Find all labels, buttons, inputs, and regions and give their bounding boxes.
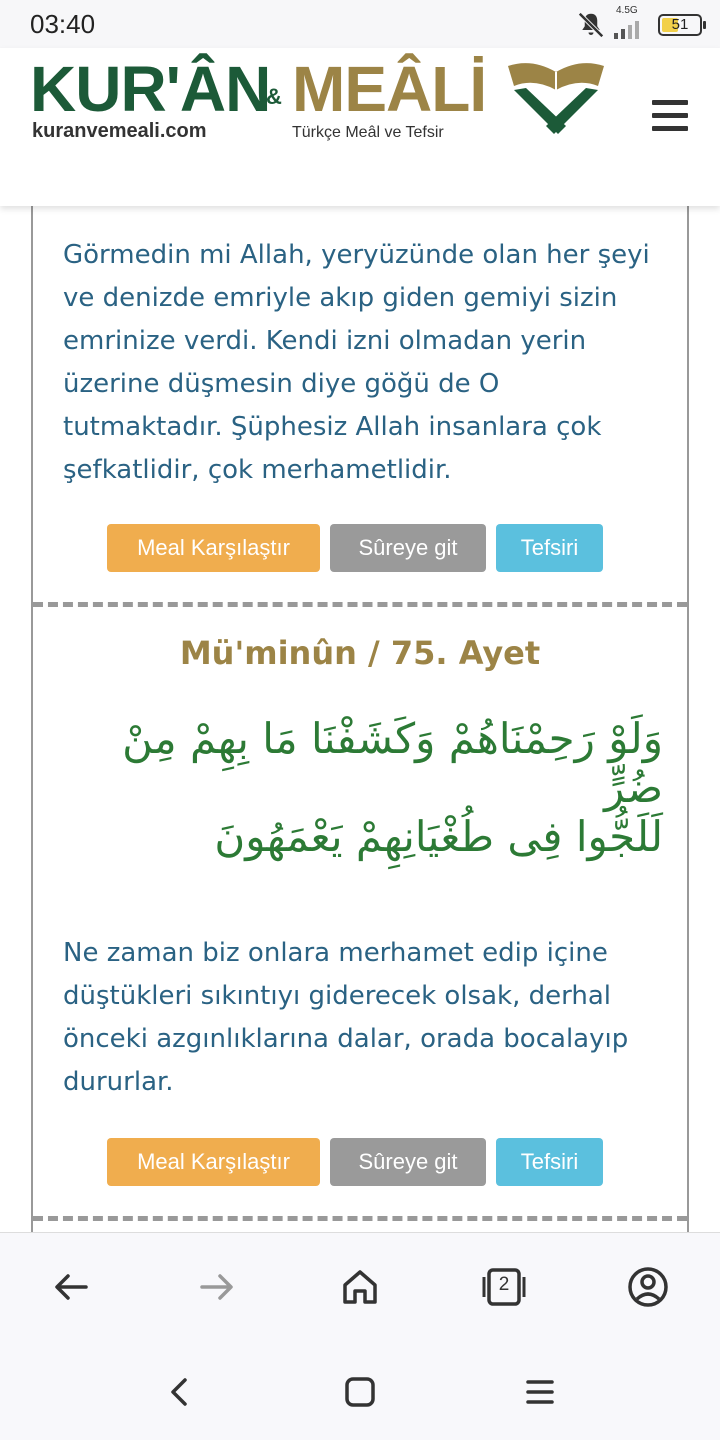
logo-domain: kuranvemeali.com [32, 120, 207, 142]
verse-divider [33, 1216, 687, 1221]
tab-count: 2 [498, 1274, 510, 1295]
go-to-surah-button[interactable]: Sûreye git [330, 524, 486, 572]
bell-off-icon [576, 10, 606, 40]
verse-actions [107, 524, 603, 572]
logo-ampersand: & [266, 84, 282, 109]
system-back-icon[interactable] [160, 1372, 200, 1412]
arabic-text-line-1: وَلَوْ رَحِمْنَاهُمْ وَكَشَفْنَا مَا بِهِمْ مِنْ ضُرٍّ [122, 714, 663, 812]
back-arrow-icon[interactable] [50, 1265, 94, 1309]
tafsir-button[interactable]: Tefsiri [496, 1138, 603, 1186]
ayah-title[interactable]: Mü'minûn / 75. Ayet [179, 634, 541, 672]
browser-toolbar [0, 1232, 720, 1343]
home-icon[interactable] [338, 1265, 382, 1309]
system-navigation-bar [0, 1342, 720, 1440]
logo-kuran-text: KUR'ÂN [30, 53, 271, 125]
verse-divider [33, 602, 687, 607]
status-icons [576, 5, 702, 42]
meal-compare-button[interactable]: Meal Karşılaştır [107, 1138, 320, 1186]
open-quran-book-icon [500, 56, 612, 140]
go-to-surah-button[interactable]: Sûreye git [330, 1138, 486, 1186]
arabic-text-line-2: لَلَجُّوا فِى طُغْيَانِهِمْ يَعْمَهُونَ [214, 812, 663, 861]
signal-icon [614, 5, 650, 41]
site-logo[interactable] [30, 53, 620, 156]
logo-tagline: Türkçe Meâl ve Tefsir [292, 124, 444, 141]
system-recents-icon[interactable] [520, 1372, 560, 1412]
battery-level: 51 [671, 16, 689, 33]
logo-meali-text: MEÂLİ [292, 53, 487, 125]
network-type: 4.5G [616, 5, 638, 16]
status-time: 03:40 [30, 9, 96, 39]
verse-list [31, 206, 689, 1232]
verse-actions [107, 1138, 603, 1186]
battery-icon [658, 14, 702, 36]
account-icon[interactable] [626, 1265, 670, 1309]
menu-button[interactable] [652, 100, 688, 132]
verse-meal-text: Ne zaman biz onlara merhamet edip içine düştükleri sıkıntıyı giderecek olsak, derhal önceki azgınlıklarına dalar, orada bocalayıp dururlar. [63, 938, 629, 1097]
site-header [0, 48, 720, 206]
verse-meal-text: Görmedin mi Allah, yeryüzünde olan her şeyi ve denizde emriyle akıp giden gemiyi sizin emrinize verdi. Kendi izni olmadan yerin üzerine düşmesin diye göğü de O tutmaktadır. Şüphesiz Allah insanlara çok şefkatlidir, çok merhametlidir. [63, 240, 650, 485]
tafsir-button[interactable]: Tefsiri [496, 524, 603, 572]
system-home-icon[interactable] [340, 1372, 380, 1412]
status-bar [0, 0, 720, 48]
tabs-icon[interactable] [482, 1265, 526, 1309]
meal-compare-button[interactable]: Meal Karşılaştır [107, 524, 320, 572]
forward-arrow-icon[interactable] [194, 1265, 238, 1309]
